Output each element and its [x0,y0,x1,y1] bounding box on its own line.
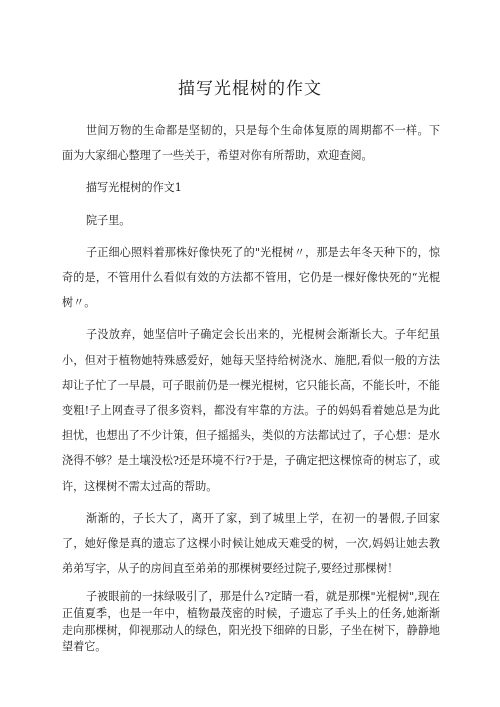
paragraph-green: 子被眼前的一抹绿吸引了，那是什么?定睛一看，就是那棵"光棍树",现在正值夏季，也是一年中，植物最茂密的时候，子遗忘了手头上的任务,她渐渐走向那棵树，仰视那动人的绿色，阳光投下细碎的日影，子坐在树下，静静地望着它。 [62,590,440,654]
paragraph-persistence: 子没放弃，她坚信叶子确定会长出来的，光棍树会渐渐长大。子年纪虽小，但对于植物她特殊感爱好，她每天坚持给树浇水、施肥,看似一般的方法却让子忙了一早晨，可子眼前仍是一棵光棍树，它只能长高，不能长叶，不能变粗!子上网查寻了很多资料，都没有牢靠的方法。子的妈妈看着她总是为此担忧，也想出了不少计策，但子摇摇头，类似的方法都试过了，子心想：是水浇得不够？是土壤没松?还是环境不行?于是，子确定把这棵惊奇的树忘了，或许，这棵树不需太过高的帮助。 [62,328,440,493]
document-body [62,118,440,656]
paragraph-growing-up: 渐渐的，子长大了，离开了家，到了城里上学，在初一的暑假,子回家了，她好像是真的遗忘了这棵小时候让她成天难受的树，一次,妈妈让她去教弟弟写字，从子的房间直至弟弟的那棵树要经过院子,要经过那棵树！ [62,511,440,576]
section-heading: 描写光棍树的作文1 [86,181,182,195]
paragraph-caring: 子正细心照料着那株好像快死了的"光棍树〃，那是去年冬天种下的，惊奇的是，不管用什么看似有效的方法都不管用，它仍是一棵好像快死的“光棍树〃。 [62,245,440,310]
document-title: 描写光棍树的作文 [178,79,322,99]
intro-paragraph: 世间万物的生命都是坚韧的，只是每个生命体复原的周期都不一样。下面为大家细心整理了一些关于，希望对你有所帮助，欢迎查阅。 [62,124,440,163]
paragraph-courtyard: 院子里。 [86,213,131,227]
